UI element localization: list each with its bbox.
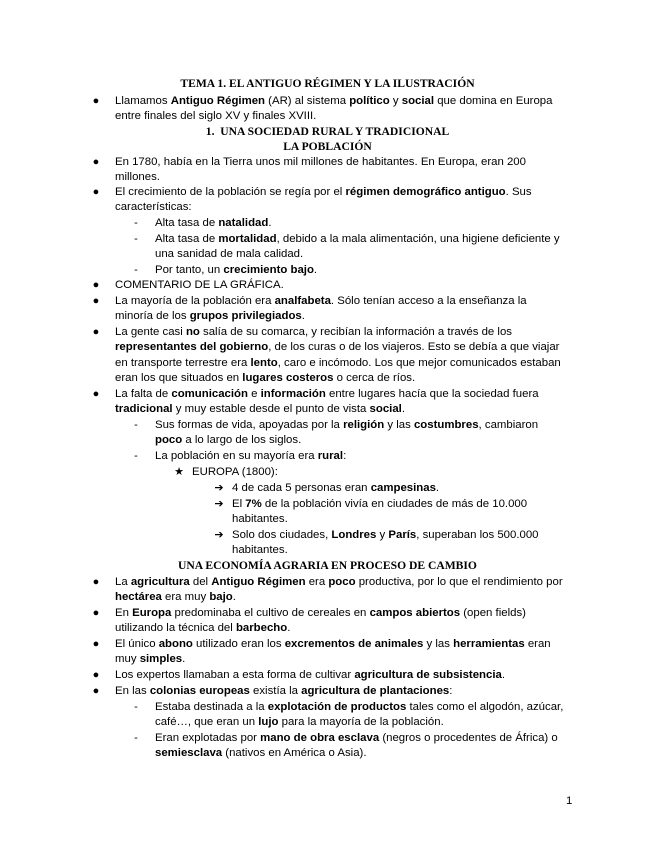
bold-text: campos abiertos [369,607,461,619]
text-run: que domina en Europa [434,95,553,107]
arrow-bullet-icon: ➔ [214,529,224,541]
text-run: En [115,607,133,619]
text-run: de la población vivía en ciudades de más de 10.000 [261,498,528,510]
text-run: predominaba el cultivo de cereales en [171,607,370,619]
bold-text: comunicación [171,388,248,400]
paragraph-line [232,543,288,558]
text-run: productiva, por lo que el rendimiento por [355,576,563,588]
bold-text: agricultura [130,576,190,588]
bold-text: lujo [258,716,279,728]
text-run: (AR) al sistema [265,95,350,107]
bullet-marker: ● [92,685,100,697]
paragraph-line [115,575,563,590]
paragraph-line [155,715,444,730]
text-run: 4 de cada 5 personas eran [232,482,371,494]
paragraph-line [115,371,415,386]
bold-text: tradicional [115,403,173,415]
text-run: Eran explotadas por [155,732,261,744]
bold-text: poco [328,576,356,588]
paragraph-line [155,263,317,278]
bullet-marker: ● [92,186,100,198]
text-run: era muy [161,591,210,603]
text-run: (open fields) [460,607,526,619]
text-run: Estaba destinada a la [155,701,268,713]
text-run: entre finales del siglo XV y finales XVIII. [115,110,317,122]
bold-text: semiesclava [155,747,223,759]
text-run: La falta de [115,388,172,400]
bullet-marker: ● [92,669,100,681]
text-run: . Sus [505,186,532,198]
text-run: en transporte terrestre era [115,357,251,369]
text-run: del [189,576,212,588]
text-run: millones. [115,171,160,183]
text-run: existía la [249,685,302,697]
paragraph-line [115,652,185,667]
section-number: 1. [205,125,215,138]
text-run: salía de su comarca, y recibían la información a través de los [199,326,512,338]
paragraph-line [115,606,526,621]
text-run: a lo largo de los siglos. [182,434,302,446]
paragraph-line [115,278,284,293]
paragraph-line [155,232,560,247]
bold-text: bajo [209,591,233,603]
paragraph-line [232,497,527,512]
bold-text: 7% [245,498,262,510]
paragraph-line [115,356,561,371]
text-run: . [268,217,272,229]
text-run: utilizado eran los [192,638,285,650]
bold-text: información [260,388,326,400]
bullet-marker: ● [92,638,100,650]
paragraph-line [115,621,290,636]
text-run: . [313,264,318,276]
paragraph-line [115,325,512,340]
text-run: Alta tasa de [155,217,219,229]
text-run: o cerca de ríos. [333,372,416,384]
text-run: , debido a la mala alimentación, una higiene deficiente y [276,233,560,245]
star-bullet-icon: ★ [174,466,184,478]
bold-text: grupos privilegiados [189,310,302,322]
bold-text: barbecho [235,622,288,634]
text-run: tales como el algodón, azúcar, [406,701,564,713]
bold-text: costumbres [413,419,479,431]
arrow-bullet-icon: ➔ [214,498,224,510]
paragraph-line [115,340,559,355]
text-run: café…, que eran un [155,716,259,728]
bold-text: excrementos de animales [284,638,424,650]
dash-marker: - [134,450,138,462]
paragraph-line [155,700,563,715]
text-run: eran [524,638,551,650]
bold-text: Antiguo Régimen [170,95,266,107]
paragraph-line [232,481,439,496]
text-run: para la mayoría de la población. [278,716,444,728]
text-run: y muy estable desde el punto de vista [172,403,370,415]
bold-text: Antiguo Régimen [211,576,306,588]
paragraph-line [155,247,303,262]
text-run: . [182,653,186,665]
dash-marker: - [134,264,138,276]
text-run: El crecimiento de la población se regía por el [115,186,346,198]
text-run: características: [115,201,192,213]
subsection-heading: LA POBLACIÓN [283,140,372,153]
text-run: Alta tasa de [155,233,219,245]
text-run: , de los curas o de los viajeros. Esto se debía a que viajar [268,341,560,353]
bold-text: natalidad [218,217,269,229]
text-run: : [449,685,453,697]
text-run: . Sólo tenían acceso a la enseñanza la [330,295,527,307]
bullet-marker: ● [92,576,100,588]
paragraph-line [115,684,452,699]
paragraph-line [115,387,539,402]
paragraph-line [115,668,505,683]
bold-text: agricultura de subsistencia [354,669,502,681]
text-run: minoría de los [115,310,190,322]
paragraph-line [155,418,538,433]
bold-text: no [185,326,200,338]
bold-text: analfabeta [274,295,331,307]
text-run: . [287,622,291,634]
text-run: Solo dos ciudades, [232,529,332,541]
bold-text: rural [317,450,344,462]
paragraph-line [155,433,301,448]
text-run: habitantes. [232,544,288,556]
text-run: El único [115,638,159,650]
bold-text: lento [250,357,278,369]
bold-text: Londres [331,529,377,541]
text-run: . [435,482,440,494]
bold-text: social [369,403,402,415]
dash-marker: - [134,732,138,744]
paragraph-line [115,309,305,324]
paragraph-line [115,170,160,185]
text-run: La mayoría de la población era [115,295,275,307]
text-run: habitantes. [232,513,288,525]
paragraph-line [115,637,551,652]
bold-text: mortalidad [218,233,277,245]
paragraph-line [115,402,405,417]
text-run: . [401,403,406,415]
bullet-marker: ● [92,95,100,107]
text-run: Sus formas de vida, apoyadas por la [155,419,344,431]
paragraph-line [155,449,346,464]
bold-text: mano de obra esclava [260,732,380,744]
bold-text: hectárea [115,591,162,603]
bullet-marker: ● [92,326,100,338]
bold-text: lugares costeros [242,372,334,384]
text-run: y las [423,638,454,650]
bold-text: social [401,95,435,107]
text-run: La gente casi [115,326,186,338]
text-run: y [389,95,402,107]
text-run: . [501,669,505,681]
bullet-marker: ● [92,607,100,619]
subsection-heading: UNA ECONOMÍA AGRARIA EN PROCESO DE CAMBIO [178,559,477,572]
text-run: Por tanto, un [155,264,224,276]
text-run: COMENTARIO DE LA GRÁFICA. [115,279,284,291]
bold-text: abono [158,638,193,650]
paragraph-line [155,731,558,746]
text-run: muy [115,653,140,665]
paragraph-line [155,216,272,231]
bullet-marker: ● [92,295,100,307]
text-run: . [232,591,236,603]
bullet-marker: ● [92,279,100,291]
dash-marker: - [134,233,138,245]
text-run: era [305,576,329,588]
text-run: entre lugares hacía que la sociedad fuera [325,388,539,400]
paragraph-line [115,294,527,309]
bold-text: representantes del gobierno [115,341,269,353]
text-run: Los expertos llamaban a esta forma de cultivar [115,669,355,681]
text-run: , superaban los 500.000 [416,529,539,541]
dash-marker: - [134,419,138,431]
bold-text: crecimiento bajo [223,264,314,276]
text-run: (negros o procedentes de África) o [379,732,558,744]
text-run: (nativos en América o Asia). [222,747,367,759]
text-run: utilizando la técnica del [115,622,236,634]
bold-text: explotación de productos [267,701,407,713]
text-run: La [115,576,131,588]
bullet-marker: ● [92,388,100,400]
text-run: una sanidad de mala calidad. [155,248,304,260]
bold-text: político [349,95,390,107]
bold-text: régimen demográfico antiguo [345,186,506,198]
dash-marker: - [134,701,138,713]
text-run: . [301,310,305,322]
document-title: TEMA 1. EL ANTIGUO RÉGIMEN Y LA ILUSTRACIÓN [180,77,475,90]
bullet-marker: ● [92,156,100,168]
text-run: En las [115,685,150,697]
paragraph-line [115,109,316,124]
bold-text: campesinas [370,482,436,494]
paragraph-line [115,155,526,170]
paragraph-line [155,746,367,761]
text-run: La población en su mayoría era [155,450,318,462]
bold-text: simples [139,653,183,665]
bold-text: agricultura de plantaciones [301,685,450,697]
paragraph-line [232,512,288,527]
section-heading [0,124,655,139]
paragraph-line [115,185,532,200]
text-run: eran los que situados en [115,372,243,384]
paragraph-line [115,590,236,605]
paragraph-line [232,528,539,543]
text-run: : [343,450,347,462]
text-run: En 1780, había en la Tierra unos mil millones de habitantes. En Europa, eran 200 [115,156,526,168]
bold-text: poco [155,434,183,446]
bold-text: herramientas [453,638,525,650]
text-run: El [232,498,246,510]
text-run: e [247,388,261,400]
bold-text: religión [343,419,385,431]
paragraph-line [115,94,552,109]
section-title: UNA SOCIEDAD RURAL Y TRADICIONAL [220,125,450,138]
text-run: y las [384,419,414,431]
bold-text: Europa [132,607,172,619]
text-run: Llamamos [115,95,171,107]
text-run: , cambiaron [478,419,539,431]
arrow-bullet-icon: ➔ [214,482,224,494]
bold-text: colonias europeas [149,685,250,697]
text-run: EUROPA (1800): [192,466,278,478]
text-run: y [376,529,389,541]
dash-marker: - [134,217,138,229]
paragraph-line [115,200,192,215]
text-run: , caro e incómodo. Los que mejor comunicados estaban [277,357,561,369]
bold-text: París [388,529,417,541]
page-number: 1 [566,795,573,807]
paragraph-line [192,465,278,480]
